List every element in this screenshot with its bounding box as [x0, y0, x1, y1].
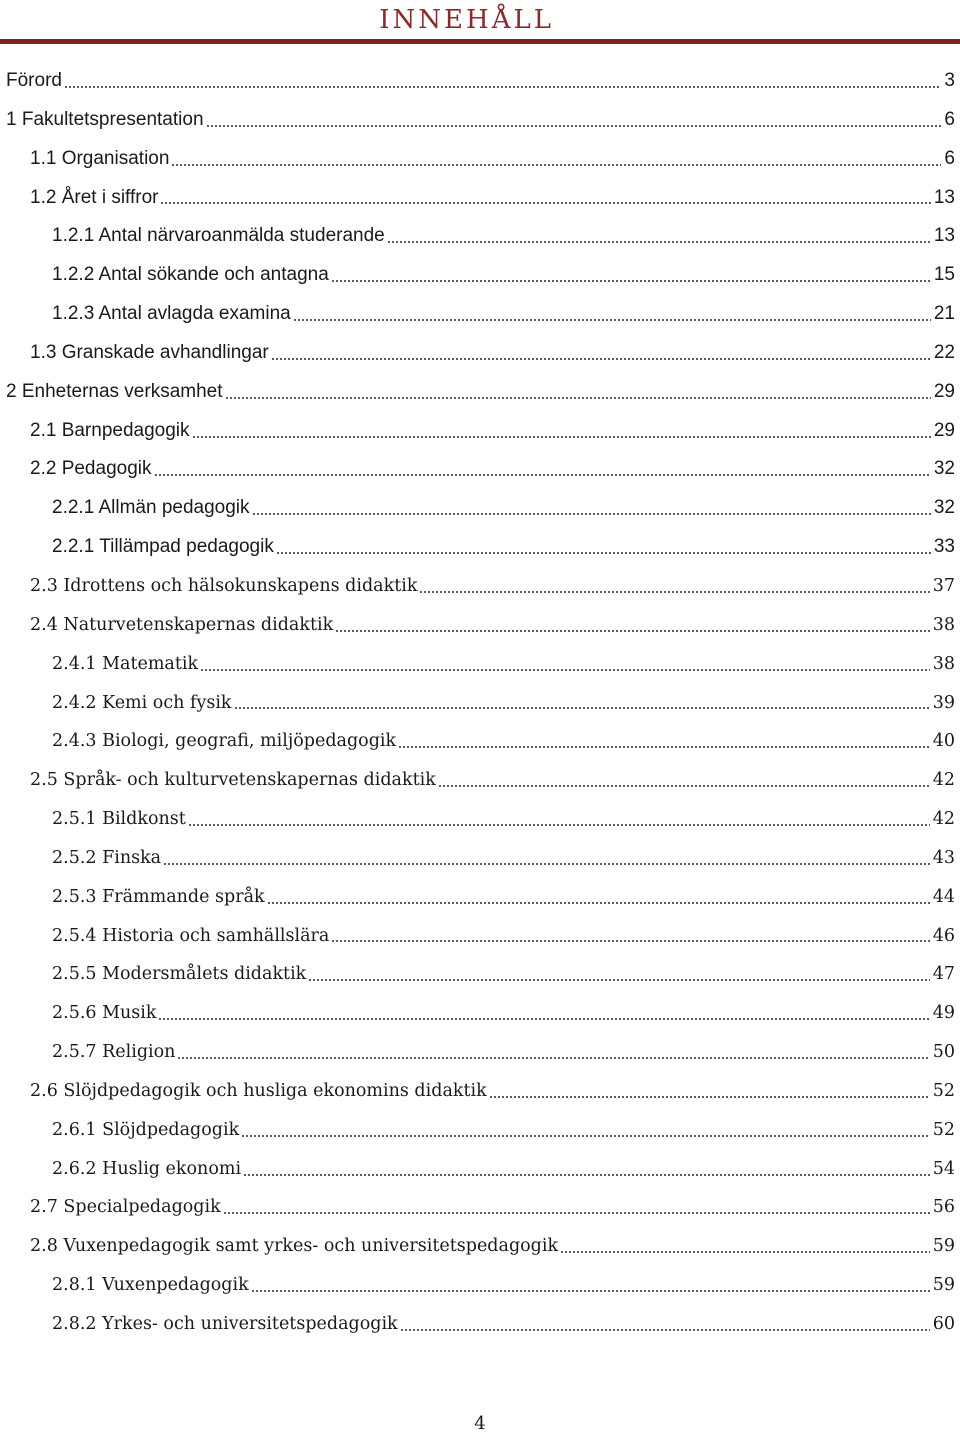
- dot-leader: [331, 940, 929, 942]
- toc-entry[interactable]: [0, 1266, 955, 1305]
- toc-entry-title: 2.5.7 Religion: [52, 1042, 176, 1063]
- toc-entry[interactable]: [0, 761, 955, 800]
- toc-entry-page: 32: [933, 497, 955, 519]
- toc-entry-title: 2.5.2 Finska: [52, 847, 162, 868]
- toc-entry[interactable]: [0, 606, 955, 645]
- toc-entry-title: 1.2.2 Antal sökande och antagna: [52, 264, 329, 286]
- dot-leader: [335, 630, 930, 632]
- toc-entry[interactable]: [0, 373, 955, 412]
- toc-entry[interactable]: [0, 645, 955, 684]
- toc-entry-page: 37: [932, 575, 955, 596]
- toc-entry-title: 2.5.5 Modersmålets didaktik: [52, 964, 307, 985]
- dot-leader: [206, 125, 942, 127]
- dot-leader: [158, 1018, 929, 1020]
- dot-leader: [251, 1290, 930, 1292]
- dot-leader: [163, 863, 930, 865]
- toc-entry[interactable]: [0, 722, 955, 761]
- toc-entry-title: 2.5.3 Främmande språk: [52, 886, 265, 907]
- dot-leader: [241, 1135, 930, 1137]
- toc-entry-title: 2.6 Slöjdpedagogik och husliga ekonomins didaktik: [30, 1080, 487, 1101]
- toc-entry-title: 2.6.2 Huslig ekonomi: [52, 1158, 242, 1179]
- dot-leader: [276, 552, 931, 554]
- dot-leader: [64, 86, 941, 88]
- toc-entry-page: 47: [932, 964, 955, 985]
- toc-entry[interactable]: [0, 101, 955, 140]
- toc-entry-page: 29: [933, 419, 955, 441]
- table-of-contents: [0, 62, 955, 1344]
- dot-leader: [154, 474, 931, 476]
- toc-entry-title: 1.2.1 Antal närvaroanmälda studerande: [52, 225, 385, 247]
- dot-leader: [398, 746, 930, 748]
- toc-entry[interactable]: [0, 450, 955, 489]
- toc-entry-page: 38: [932, 653, 955, 674]
- dot-leader: [234, 707, 930, 709]
- toc-entry-page: 54: [932, 1158, 955, 1179]
- toc-entry-page: 40: [932, 731, 955, 752]
- toc-entry[interactable]: [0, 1111, 955, 1150]
- toc-entry-title: 2 Enheternas verksamhet: [6, 380, 223, 402]
- toc-entry-title: 1.2.3 Antal avlagda examina: [52, 303, 291, 325]
- dot-leader: [252, 513, 931, 515]
- toc-entry-page: 49: [932, 1003, 955, 1024]
- toc-entry-page: 22: [933, 341, 955, 363]
- toc-entry-title: 1.2 Året i siffror: [30, 186, 159, 208]
- toc-entry-page: 3: [944, 70, 955, 91]
- toc-entry-page: 15: [933, 264, 955, 286]
- toc-entry[interactable]: [0, 839, 955, 878]
- toc-entry-page: 21: [933, 303, 955, 325]
- dot-leader: [171, 164, 941, 166]
- dot-leader: [192, 436, 931, 438]
- dot-leader: [200, 669, 930, 671]
- toc-entry[interactable]: [0, 955, 955, 994]
- toc-entry[interactable]: [0, 1188, 955, 1227]
- toc-entry-page: 43: [932, 847, 955, 868]
- toc-entry-title: 1 Fakultetspresentation: [6, 108, 204, 130]
- toc-entry[interactable]: [0, 62, 955, 101]
- toc-entry[interactable]: [0, 1072, 955, 1111]
- toc-entry-page: 32: [933, 458, 955, 480]
- toc-entry[interactable]: [0, 489, 955, 528]
- toc-entry-page: 50: [932, 1042, 955, 1063]
- dot-leader: [160, 202, 930, 204]
- toc-entry-title: 2.8.1 Vuxenpedagogik: [52, 1275, 249, 1296]
- toc-entry-page: 42: [932, 770, 955, 791]
- toc-entry-page: 52: [932, 1080, 955, 1101]
- toc-entry-title: 1.1 Organisation: [30, 147, 170, 169]
- toc-entry-title: 2.6.1 Slöjdpedagogik: [52, 1119, 240, 1140]
- toc-entry-page: 6: [944, 147, 955, 169]
- toc-entry[interactable]: [0, 917, 955, 956]
- toc-entry-title: 2.5.1 Bildkonst: [52, 809, 186, 830]
- toc-entry-title: 2.5.6 Musik: [52, 1003, 157, 1024]
- page-number: 4: [474, 1413, 486, 1434]
- dot-leader: [177, 1057, 929, 1059]
- toc-entry[interactable]: [0, 334, 955, 373]
- toc-entry[interactable]: [0, 994, 955, 1033]
- toc-entry[interactable]: [0, 295, 955, 334]
- toc-entry[interactable]: [0, 800, 955, 839]
- dot-leader: [293, 319, 931, 321]
- toc-entry[interactable]: [0, 878, 955, 917]
- toc-entry-page: 44: [932, 886, 955, 907]
- toc-entry-title: 2.3 Idrottens och hälsokunskapens didaktik: [30, 575, 418, 596]
- toc-entry-page: 38: [932, 614, 955, 635]
- toc-entry-page: 56: [932, 1197, 955, 1218]
- toc-entry[interactable]: [0, 1033, 955, 1072]
- toc-entry-title: 2.2.1 Tillämpad pedagogik: [52, 536, 274, 558]
- toc-entry[interactable]: [0, 140, 955, 179]
- toc-entry-page: 33: [933, 536, 955, 558]
- dot-leader: [438, 785, 930, 787]
- toc-entry-title: 2.8.2 Yrkes- och universitetspedagogik: [52, 1314, 398, 1334]
- toc-entry-title: 2.4.1 Matematik: [52, 653, 199, 674]
- toc-entry-page: 13: [933, 186, 955, 208]
- toc-entry-title: 2.4.2 Kemi och fysik: [52, 692, 232, 713]
- dot-leader: [419, 591, 929, 593]
- dot-leader: [225, 397, 931, 399]
- toc-entry[interactable]: [0, 1150, 955, 1189]
- toc-entry[interactable]: [0, 217, 955, 256]
- dot-leader: [188, 824, 930, 826]
- toc-entry-page: 42: [932, 809, 955, 830]
- toc-entry-title: 2.8 Vuxenpedagogik samt yrkes- och universitetspedagogik: [30, 1236, 559, 1257]
- page-title: INNEHÅLL: [379, 5, 554, 35]
- dot-leader: [489, 1096, 930, 1098]
- toc-entry-page: 29: [933, 380, 955, 402]
- toc-entry-page: 6: [944, 108, 955, 130]
- toc-entry-page: 59: [932, 1275, 955, 1296]
- dot-leader: [308, 979, 929, 981]
- toc-entry-page: 59: [932, 1236, 955, 1257]
- toc-entry[interactable]: [0, 1305, 955, 1344]
- toc-entry-title: Förord: [6, 70, 62, 91]
- toc-entry-title: 2.5 Språk- och kulturvetenskapernas didaktik: [30, 770, 436, 791]
- toc-entry[interactable]: [0, 684, 955, 723]
- toc-entry-page: 39: [932, 692, 955, 713]
- dot-leader: [331, 280, 931, 282]
- header-rule: [0, 39, 960, 44]
- toc-entry-title: 2.2 Pedagogik: [30, 458, 152, 480]
- toc-entry-page: 46: [932, 925, 955, 946]
- dot-leader: [560, 1251, 930, 1253]
- dot-leader: [223, 1212, 930, 1214]
- toc-entry[interactable]: [0, 528, 955, 567]
- toc-entry-page: 13: [933, 225, 955, 247]
- toc-entry[interactable]: [0, 256, 955, 295]
- toc-entry-page: 52: [932, 1119, 955, 1140]
- toc-entry-title: 2.1 Barnpedagogik: [30, 419, 190, 441]
- toc-entry-title: 2.4 Naturvetenskapernas didaktik: [30, 614, 334, 635]
- toc-entry-title: 1.3 Granskade avhandlingar: [30, 341, 269, 363]
- toc-entry[interactable]: [0, 567, 955, 606]
- dot-leader: [267, 902, 930, 904]
- toc-entry[interactable]: [0, 1227, 955, 1266]
- toc-entry[interactable]: [0, 412, 955, 451]
- toc-entry-title: 2.5.4 Historia och samhällslära: [52, 925, 330, 946]
- dot-leader: [387, 241, 931, 243]
- dot-leader: [400, 1329, 930, 1331]
- toc-entry-page: 60: [932, 1314, 955, 1334]
- dot-leader: [243, 1174, 930, 1176]
- toc-entry-title: 2.2.1 Allmän pedagogik: [52, 497, 250, 519]
- toc-entry[interactable]: [0, 179, 955, 218]
- toc-entry-title: 2.7 Specialpedagogik: [30, 1197, 221, 1218]
- dot-leader: [271, 358, 931, 360]
- toc-entry-title: 2.4.3 Biologi, geografi, miljöpedagogik: [52, 731, 397, 752]
- page-header: [0, 0, 960, 48]
